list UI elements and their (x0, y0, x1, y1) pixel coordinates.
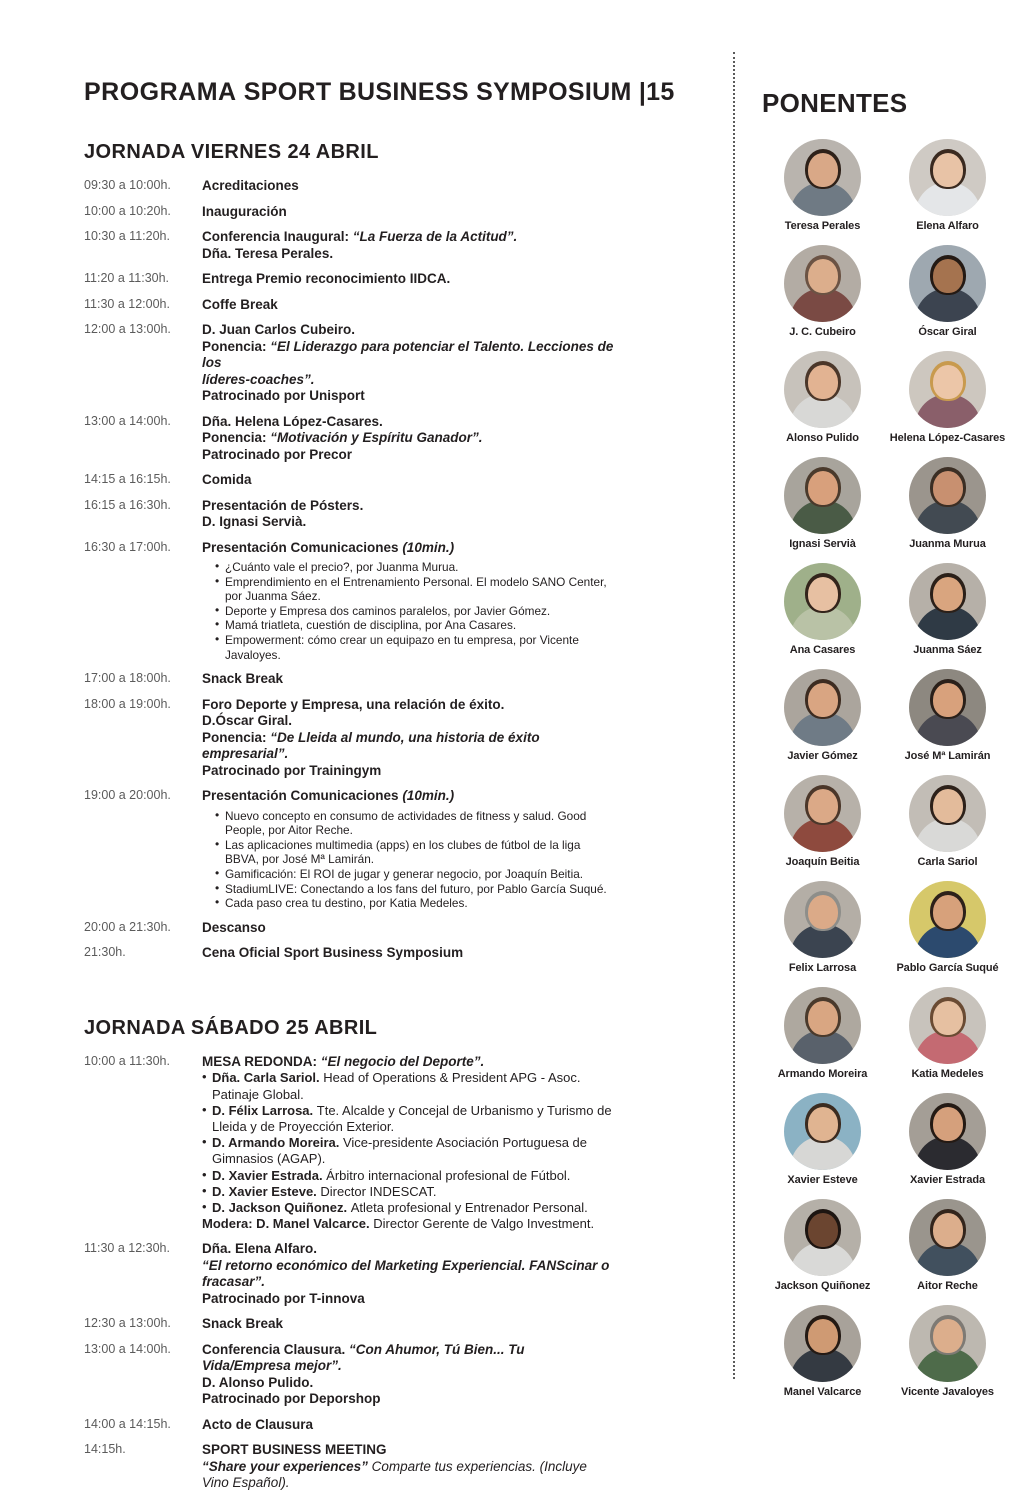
speakers-grid (760, 139, 1010, 1411)
speaker-name: Ignasi Servià (789, 538, 856, 550)
schedule-line: Snack Break (202, 1316, 284, 1332)
avatar (784, 563, 861, 640)
schedule-line: D.Óscar Giral. (202, 713, 293, 729)
schedule-description (202, 472, 614, 498)
schedule-description (202, 297, 614, 323)
speaker-name: Alonso Pulido (786, 432, 859, 444)
schedule-line: SPORT BUSINESS MEETING (202, 1442, 387, 1458)
schedule-row (84, 540, 614, 672)
schedule-row (84, 1417, 614, 1443)
speaker-card (760, 351, 885, 445)
panel-member: • Dña. Carla Sariol. Head of Operations & President APG - Asoc. Patinaje Global. (202, 1070, 614, 1102)
schedule-row (84, 297, 614, 323)
schedule-line: Presentación de Pósters. (202, 497, 364, 513)
speaker-name: Javier Gómez (787, 750, 858, 762)
avatar (784, 987, 861, 1064)
speakers-title: PONENTES (762, 88, 908, 118)
schedule-line: Descanso (202, 919, 266, 935)
schedule-line: Patrocinado por T-innova (202, 1290, 365, 1306)
speaker-name: Jackson Quiñonez (774, 1280, 871, 1292)
panel-member: • D. Xavier Estrada. Árbitro internacional profesional de Fútbol. (202, 1168, 614, 1184)
schedule-line: Conferencia Inaugural: “La Fuerza de la Actitud”. (202, 229, 518, 244)
avatar (784, 1093, 861, 1170)
speaker-card (885, 139, 1010, 233)
schedule-description (202, 322, 614, 414)
schedule-time: 11:30 a 12:00h. (84, 296, 170, 311)
day-heading: JORNADA VIERNES 24 ABRIL (84, 141, 379, 163)
speaker-card (760, 1199, 885, 1293)
schedule-row (84, 945, 614, 971)
schedule-time: 16:30 a 17:00h. (84, 539, 171, 554)
schedule-row (84, 204, 614, 230)
communication-list (202, 560, 614, 662)
schedule-line: Patrocinado por Unisport (202, 388, 365, 403)
schedule-description (202, 229, 614, 271)
schedule-row (84, 697, 614, 789)
schedule-row (84, 322, 614, 414)
schedule-time: 21:30h. (84, 945, 126, 960)
schedule-time: 17:00 a 18:00h. (84, 671, 171, 686)
communication-item: • ¿Cuánto vale el precio?, por Juanma Murua. (216, 560, 614, 575)
schedule-row (84, 1316, 614, 1342)
schedule-row (84, 1342, 614, 1417)
schedule-line: Snack Break (202, 671, 284, 687)
schedule-time: 09:30 a 10:00h. (84, 178, 171, 192)
speaker-name: Ana Casares (789, 644, 856, 656)
schedule-time: 11:20 a 11:30h. (84, 271, 170, 285)
avatar (909, 139, 986, 216)
schedule-line: Dña. Helena López-Casares. (202, 413, 383, 429)
avatar (909, 881, 986, 958)
page-title-rest: SPORT BUSINESS SYMPOSIUM |15 (243, 78, 675, 106)
communication-item: • Empowerment: cómo crear un equipazo en tu empresa, por Vicente Javaloyes. (216, 633, 614, 662)
speaker-card (885, 563, 1010, 657)
schedule-time: 19:00 a 20:00h. (84, 788, 171, 803)
column-divider (733, 52, 735, 1379)
speaker-name: Óscar Giral (918, 326, 977, 338)
speaker-name: Joaquín Beitia (785, 856, 860, 868)
speaker-card (760, 1305, 885, 1399)
speaker-name: José Mª Lamirán (904, 750, 991, 762)
schedule-table (84, 178, 614, 971)
schedule-line: Dña. Elena Alfaro. (202, 1241, 318, 1257)
speaker-card (885, 1199, 1010, 1293)
speaker-name: Katia Medeles (911, 1068, 984, 1080)
schedule-row (84, 671, 614, 697)
speaker-card (760, 669, 885, 763)
schedule-row (84, 414, 614, 473)
schedule-description (202, 920, 614, 946)
schedule-time: 14:15h. (84, 1442, 126, 1457)
avatar (784, 775, 861, 852)
speaker-card (760, 245, 885, 339)
schedule-description (202, 1316, 614, 1342)
schedule-line: Entrega Premio reconocimiento IIDCA. (202, 271, 451, 286)
avatar (784, 881, 861, 958)
schedule-time: 13:00 a 14:00h. (84, 1341, 171, 1356)
speaker-card (760, 457, 885, 551)
communication-item: • Emprendimiento en el Entrenamiento Personal. El modelo SANO Center, por Juanma Sáez. (216, 575, 614, 604)
speaker-card (885, 245, 1010, 339)
schedule-description (202, 697, 614, 789)
schedule-line: Patrocinado por Precor (202, 446, 353, 462)
schedule-line: Coffe Break (202, 296, 278, 312)
avatar (909, 245, 986, 322)
panel-member: • D. Xavier Esteve. Director INDESCAT. (202, 1184, 614, 1200)
speaker-name: Elena Alfaro (916, 220, 979, 232)
panel-member-list (202, 1070, 614, 1216)
schedule-days (84, 141, 660, 1501)
avatar (909, 775, 986, 852)
schedule-time: 12:00 a 13:00h. (84, 322, 171, 336)
schedule-time: 13:00 a 14:00h. (84, 413, 171, 428)
schedule-description (202, 414, 614, 473)
schedule-line: “Share your experiences” Comparte tus experiencias. (Incluye Vino Español). (202, 1458, 587, 1491)
avatar (909, 669, 986, 746)
schedule-line: líderes-coaches”. (202, 371, 315, 387)
avatar (909, 351, 986, 428)
speaker-name: Aitor Reche (917, 1280, 978, 1292)
speaker-card (885, 987, 1010, 1081)
schedule-description (202, 788, 614, 920)
schedule-time: 10:00 a 10:20h. (84, 203, 171, 218)
speaker-name: Teresa Perales (784, 220, 861, 232)
speaker-name: Pablo García Suqué (896, 962, 999, 974)
avatar (909, 1093, 986, 1170)
speaker-name: Vicente Javaloyes (901, 1386, 994, 1398)
schedule-time: 12:30 a 13:00h. (84, 1316, 171, 1331)
schedule-line: Presentación Comunicaciones (10min.) (202, 539, 455, 555)
schedule-description (202, 1342, 614, 1417)
schedule-description (202, 671, 614, 697)
schedule-row (84, 788, 614, 920)
schedule-row (84, 920, 614, 946)
avatar (784, 1305, 861, 1382)
speaker-name: Felix Larrosa (788, 962, 857, 974)
speaker-name: Xavier Estrada (909, 1174, 986, 1186)
day-heading: JORNADA SÁBADO 25 ABRIL (84, 1016, 378, 1039)
speaker-name: Xavier Esteve (787, 1174, 858, 1186)
avatar (784, 351, 861, 428)
schedule-line: D. Ignasi Servià. (202, 514, 307, 529)
schedule-row (84, 498, 614, 540)
avatar (784, 1199, 861, 1276)
schedule-row (84, 229, 614, 271)
schedule-description (202, 1442, 614, 1501)
speaker-name: Armando Moreira (777, 1068, 868, 1080)
schedule-description (202, 498, 614, 540)
schedule-time: 20:00 a 21:30h. (84, 919, 171, 934)
speaker-card (760, 775, 885, 869)
speakers-column (760, 78, 1010, 1411)
page-title (84, 78, 675, 107)
schedule-time: 14:00 a 14:15h. (84, 1416, 171, 1431)
avatar (784, 245, 861, 322)
speaker-card (760, 987, 885, 1081)
schedule-time: 14:15 a 16:15h. (84, 472, 171, 486)
avatar (909, 1199, 986, 1276)
communication-item: • Deporte y Empresa dos caminos paralelos, por Javier Gómez. (216, 604, 614, 619)
speaker-name: Carla Sariol (917, 856, 978, 868)
avatar (909, 563, 986, 640)
schedule-description (202, 1417, 614, 1443)
communication-item: • Nuevo concepto en consumo de actividades de fitness y salud. Good People, por Aitor Reche. (216, 809, 614, 838)
avatar (909, 457, 986, 534)
schedule-time: 16:15 a 16:30h. (84, 497, 171, 512)
schedule-line: Ponencia: “De Lleida al mundo, una historia de éxito empresarial”. (202, 729, 540, 762)
schedule-time: 18:00 a 19:00h. (84, 696, 171, 711)
schedule-line: Conferencia Clausura. “Con Ahumor, Tú Bien... Tu Vida/Empresa mejor”. (202, 1341, 525, 1374)
avatar (909, 987, 986, 1064)
communication-item: • StadiumLIVE: Conectando a los fans del futuro, por Pablo García Suqué. (216, 882, 614, 897)
schedule-line: MESA REDONDA: “El negocio del Deporte”. (202, 1053, 485, 1069)
schedule-description (202, 945, 614, 971)
schedule-line: Cena Oficial Sport Business Symposium (202, 945, 464, 961)
avatar (784, 139, 861, 216)
schedule-time: 11:30 a 12:30h. (84, 1241, 170, 1256)
schedule-line: Ponencia: “El Liderazgo para potenciar el Talento. Lecciones de los (202, 338, 614, 370)
speaker-name: J. C. Cubeiro (789, 326, 856, 338)
schedule-line: Comida (202, 472, 252, 487)
schedule-line: Acreditaciones (202, 178, 299, 193)
speaker-card (885, 457, 1010, 551)
schedule-line: D. Juan Carlos Cubeiro. (202, 322, 356, 337)
communication-item: • Mamá triatleta, cuestión de disciplina, por Ana Casares. (216, 618, 614, 633)
speaker-card (760, 1093, 885, 1187)
speaker-name: Manel Valcarce (783, 1386, 862, 1398)
schedule-line: D. Alonso Pulido. (202, 1374, 314, 1390)
speaker-card (885, 881, 1010, 975)
schedule-description (202, 540, 614, 672)
speaker-name: Helena López-Casares (889, 432, 1006, 444)
schedule-line: Dña. Teresa Perales. (202, 245, 334, 261)
schedule-line: Patrocinado por Trainingym (202, 762, 382, 778)
panel-member: • D. Félix Larrosa. Tte. Alcalde y Concejal de Urbanismo y Turismo de Lleida y de Proyección Exterior. (202, 1103, 614, 1135)
schedule-row (84, 1054, 614, 1242)
avatar (784, 669, 861, 746)
panel-member: • D. Armando Moreira. Vice-presidente Asociación Portuguesa de Gimnasios (AGAP). (202, 1135, 614, 1167)
communication-item: • Gamificación: El ROI de jugar y generar negocio, por Joaquín Beitia. (216, 867, 614, 882)
speaker-card (760, 881, 885, 975)
communication-item: • Cada paso crea tu destino, por Katia Medeles. (216, 896, 614, 911)
schedule-row (84, 1442, 614, 1501)
schedule-line: Acto de Clausura (202, 1416, 314, 1432)
speaker-card (885, 775, 1010, 869)
page-title-bold: PROGRAMA (84, 78, 237, 106)
schedule-row (84, 472, 614, 498)
schedule-time: 10:00 a 11:30h. (84, 1053, 170, 1068)
panel-member: • D. Jackson Quiñonez. Atleta profesional y Entrenador Personal. (202, 1200, 614, 1216)
avatar (784, 457, 861, 534)
schedule-row (84, 271, 614, 297)
schedule-line: Foro Deporte y Empresa, una relación de éxito. (202, 696, 505, 712)
speaker-card (760, 563, 885, 657)
speaker-name: Juanma Murua (909, 538, 986, 550)
schedule-line: Presentación Comunicaciones (10min.) (202, 788, 455, 804)
moderator-line: Modera: D. Manel Valcarce. Director Gerente de Valgo Investment. (202, 1216, 595, 1232)
schedule-description (202, 271, 614, 297)
communication-list (202, 809, 614, 911)
speaker-name: Juanma Sáez (913, 644, 982, 656)
speaker-card (760, 139, 885, 233)
speaker-card (885, 351, 1010, 445)
schedule-description (202, 178, 614, 204)
schedule-line: Patrocinado por Deporshop (202, 1391, 381, 1407)
communication-item: • Las aplicaciones multimedia (apps) en los clubes de fútbol de la liga BBVA, por José Mª Lamirán. (216, 838, 614, 867)
speaker-card (885, 1093, 1010, 1187)
schedule-description (202, 1241, 614, 1316)
speaker-card (885, 1305, 1010, 1399)
schedule-table (84, 1054, 614, 1501)
schedule-row (84, 1241, 614, 1316)
schedule-description (202, 204, 614, 230)
schedule-row (84, 178, 614, 204)
schedule-time: 10:30 a 11:20h. (84, 229, 170, 243)
schedule-line: “El retorno económico del Marketing Experiencial. FANScinar o fracasar”. (202, 1257, 610, 1290)
speaker-card (885, 669, 1010, 763)
schedule-line: Inauguración (202, 203, 287, 219)
schedule-line: Ponencia: “Motivación y Espíritu Ganador”. (202, 430, 483, 445)
avatar (909, 1305, 986, 1382)
schedule-description (202, 1054, 614, 1242)
